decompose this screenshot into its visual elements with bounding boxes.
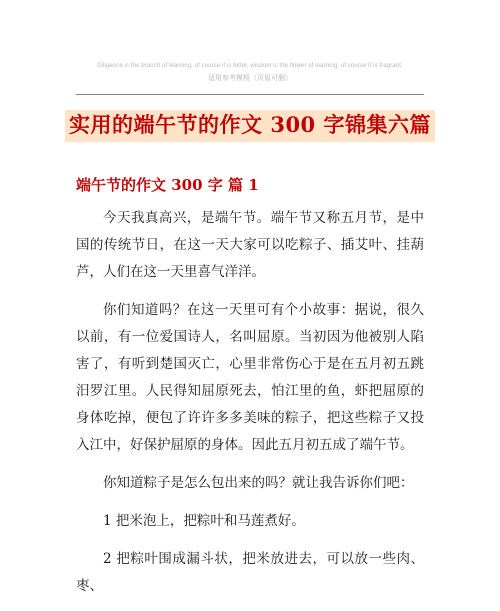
paragraph-3: 你知道粽子是怎么包出来的吗？就让我告诉你们吧： [103,475,414,491]
body-text [76,205,424,611]
paragraph-4: 1 把米泡上，把粽叶和马莲煮好。 [103,513,305,529]
paragraph-1: 今天我真高兴，是端午节。端午节又称五月节，是中国的传统节日，在这一天大家可以吃粽子、插艾叶、挂葫芦，人们在这一天里喜气洋洋。 [76,210,424,280]
document-title: 实用的端午节的作文 300 字锦集六篇 [65,110,435,142]
page-header [0,62,500,83]
title-container [0,110,500,142]
header-motto: Diligence is the branch of learning, of course it is bitter, wisdom is the flower of learning, of course it is fragrant. [97,63,403,69]
header-divider [76,94,424,95]
paragraph-2: 你们知道吗？在这一天里可有个小故事：据说，很久以前，有一位爱国诗人，名叫屈原。当初因为他被别人陷害了，有听到楚国灭亡，心里非常伤心于是在五月初五跳汨罗江里。人民得知屈原死去，怕江里的鱼，虾把屈原的身体吃掉，便包了许许多多美味的粽子，把这些粽子又投入江中，好保护屈原的身体。因此五月初五成了端午节。 [76,302,424,453]
header-subtitle: 适用参考模板（页眉可删） [208,74,292,82]
section-heading: 端午节的作文 300 字 篇 1 [76,176,259,194]
paragraph-5: 2 把粽叶围成漏斗状，把米放进去，可以放一些肉、枣、 [76,551,424,594]
